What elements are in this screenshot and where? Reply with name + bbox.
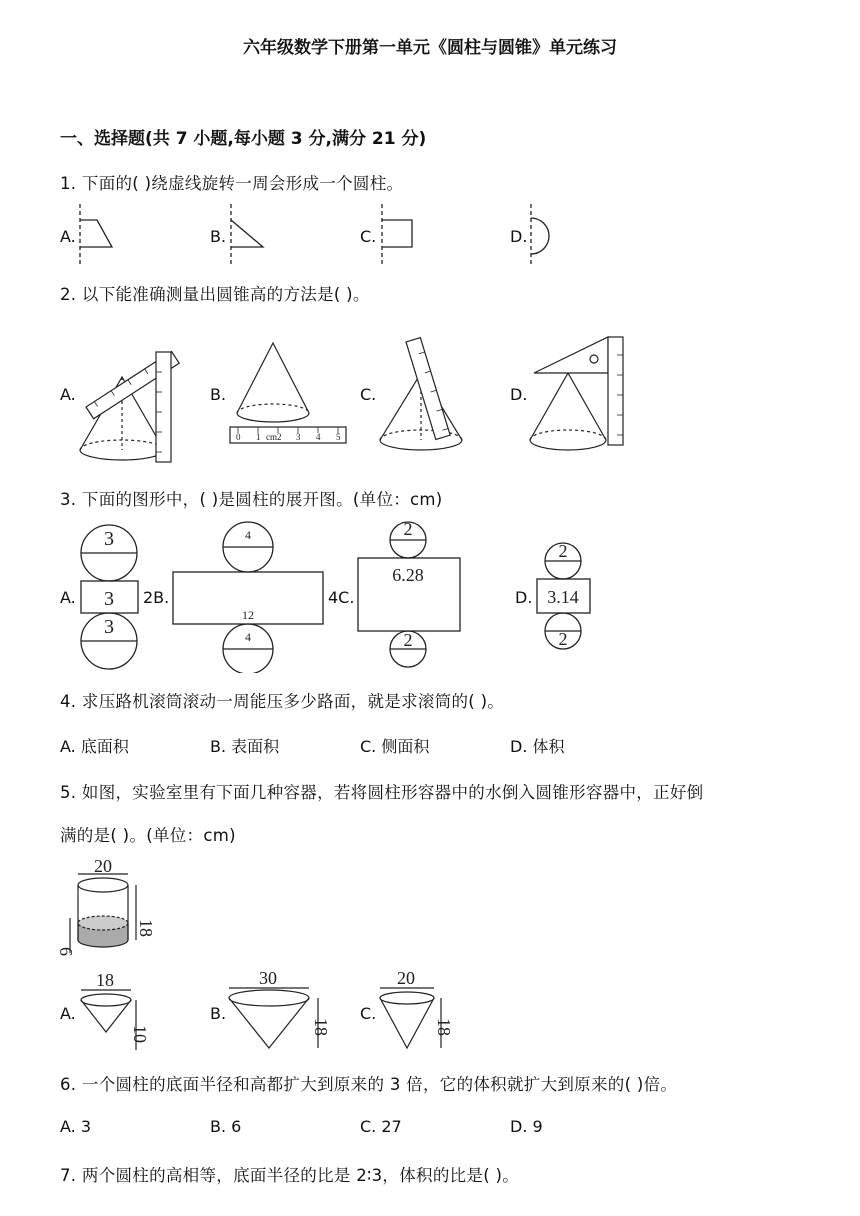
svg-text:18: 18 <box>96 970 114 990</box>
q2-fig-b <box>230 343 346 443</box>
question-5-cont: 满的是( )。(单位：cm) <box>60 826 236 845</box>
section-heading: 一、选择题(共 7 小题,每小题 3 分,满分 21 分) <box>60 129 427 149</box>
q1-shape-d-semicircle <box>531 218 549 254</box>
q4-option-c: C. 侧面积 <box>360 737 430 756</box>
q3-option-a: A. <box>60 588 76 607</box>
q5-option-c: C. <box>360 1004 377 1023</box>
q5-cone-a <box>81 990 136 1050</box>
svg-text:3: 3 <box>104 616 114 638</box>
svg-text:6.28: 6.28 <box>392 565 424 585</box>
svg-text:10: 10 <box>130 1025 150 1043</box>
q1-option-d: D. <box>510 227 528 246</box>
q2-option-b: B. <box>210 385 227 404</box>
q3-option-b: 2B. <box>143 588 170 607</box>
svg-text:2: 2 <box>558 629 568 649</box>
q2-option-c: C. <box>360 385 377 404</box>
q5-cylinder <box>70 874 136 953</box>
svg-text:2: 2 <box>558 541 568 561</box>
q1-shape-c-rect <box>382 220 412 247</box>
svg-text:18: 18 <box>136 919 156 937</box>
question-7: 7. 两个圆柱的高相等，底面半径的比是 2∶3，体积的比是( )。 <box>60 1166 520 1185</box>
q4-option-a: A. 底面积 <box>60 737 129 756</box>
ruler-label: 4 <box>316 432 321 442</box>
svg-text:30: 30 <box>259 968 277 988</box>
svg-text:20: 20 <box>397 968 415 988</box>
page-title: 六年级数学下册第一单元《圆柱与圆锥》单元练习 <box>243 38 617 58</box>
q3-figures <box>0 515 620 673</box>
q3-option-c: 4C. <box>328 588 355 607</box>
ruler-label: cm2 <box>266 432 282 442</box>
q1-shape-a-trapezoid <box>80 220 112 247</box>
q3-option-d: D. <box>515 588 533 607</box>
q1-figures <box>0 200 600 270</box>
svg-text:18: 18 <box>434 1018 454 1036</box>
q1-option-c: C. <box>360 227 377 246</box>
svg-text:3.14: 3.14 <box>547 587 579 607</box>
q2-option-a: A. <box>60 385 76 404</box>
q2-fig-a <box>80 351 179 462</box>
q1-option-a: A. <box>60 227 76 246</box>
question-1: 1. 下面的( )绕虚线旋转一周会形成一个圆柱。 <box>60 174 404 193</box>
svg-text:2: 2 <box>403 630 413 650</box>
question-6: 6. 一个圆柱的底面半径和高都扩大到原来的 3 倍，它的体积就扩大到原来的( )倍。 <box>60 1075 678 1094</box>
q1-option-b: B. <box>210 227 227 246</box>
q5-option-b: B. <box>210 1004 227 1023</box>
svg-text:6: 6 <box>56 947 76 956</box>
ruler-label: 3 <box>296 432 301 442</box>
q6-option-a: A. 3 <box>60 1117 92 1136</box>
svg-text:20: 20 <box>94 856 112 876</box>
q3-fig-b <box>173 522 323 673</box>
q5-option-a: A. <box>60 1004 76 1023</box>
q5-cone-c <box>380 988 441 1048</box>
q6-option-c: C. 27 <box>360 1117 402 1136</box>
svg-text:2: 2 <box>403 519 413 539</box>
q2-fig-d <box>530 337 623 450</box>
svg-text:4: 4 <box>245 528 251 542</box>
q4-option-b: B. 表面积 <box>210 737 280 756</box>
q2-figures <box>0 315 660 470</box>
q2-fig-c <box>380 338 462 450</box>
q4-option-d: D. 体积 <box>510 737 565 756</box>
q5-cone-b <box>229 988 318 1048</box>
question-4: 4. 求压路机滚筒滚动一周能压多少路面，就是求滚筒的( )。 <box>60 692 505 711</box>
question-5: 5. 如图，实验室里有下面几种容器，若将圆柱形容器中的水倒入圆锥形容器中，正好倒 <box>60 783 704 802</box>
q1-shape-b-triangle <box>231 220 263 247</box>
question-2: 2. 以下能准确测量出圆锥高的方法是( )。 <box>60 285 370 304</box>
q2-option-d: D. <box>510 385 528 404</box>
ruler-label: 5 <box>336 432 341 442</box>
ruler-label: 0 <box>236 432 241 442</box>
ruler-label: 1 <box>256 432 261 442</box>
svg-text:18: 18 <box>311 1018 331 1036</box>
svg-text:3: 3 <box>104 588 114 610</box>
svg-text:12: 12 <box>242 608 254 622</box>
svg-text:3: 3 <box>104 528 114 550</box>
q5-figures <box>0 855 480 1060</box>
q6-option-b: B. 6 <box>210 1117 242 1136</box>
question-3: 3. 下面的图形中，( )是圆柱的展开图。(单位：cm) <box>60 490 443 509</box>
svg-text:4: 4 <box>245 630 251 644</box>
q6-option-d: D. 9 <box>510 1117 543 1136</box>
